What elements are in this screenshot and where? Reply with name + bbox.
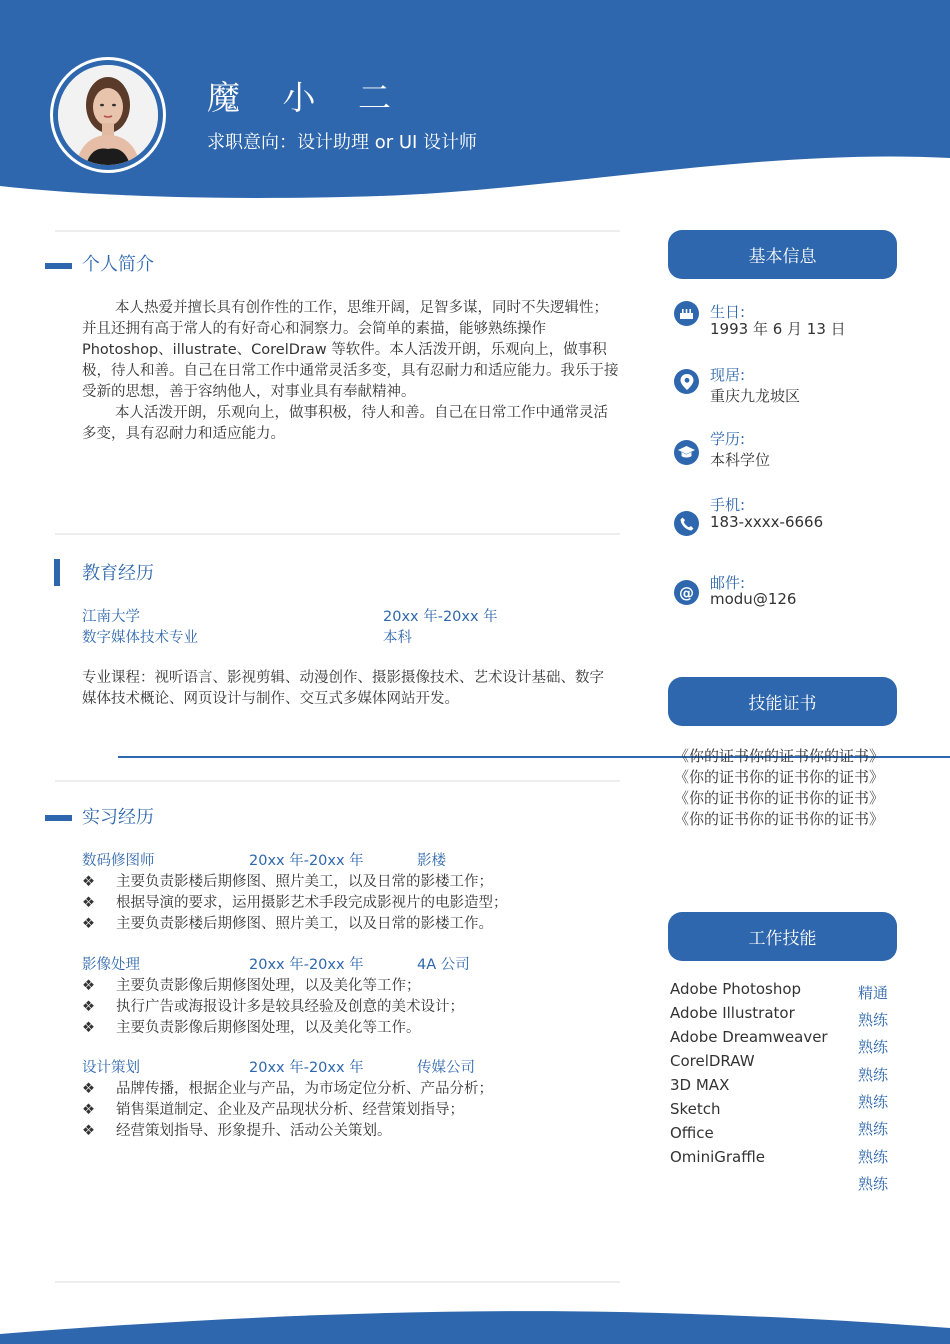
footer-wave <box>0 1300 950 1344</box>
skill-name: Office <box>670 1124 714 1142</box>
profile-paragraph: 本人热爱并擅长具有创作性的工作，思维开阔，足智多谋，同时不失逻辑性；并且还拥有高于常人的有好奇心和洞察力。会简单的素描，能够熟练操作 Photoshop、illustrate、CorelDraw 等软件。本人活泼开朗，乐观向上，做事积极，待人和善。自己在日常工作中通常灵活多变，具有忍耐力和适应能力。我乐于接受新的思想，善于容纳他人，对事业具有奉献精神。 <box>82 300 619 400</box>
profile-text <box>82 298 622 445</box>
birthday-value: 1993 年 6 月 13 日 <box>710 320 846 338</box>
diamond-bullet-icon: ❖ <box>82 1123 95 1139</box>
list-item: ❖ 品牌传播，根据企业与产品，为市场定位分析、产品分析； <box>82 1079 493 1100</box>
skill-level: 精通 <box>858 984 889 1002</box>
skill-level: 熟练 <box>858 1175 889 1193</box>
job-bullets <box>82 1079 493 1142</box>
portrait-image <box>58 65 158 165</box>
education-label: 学历: <box>710 430 746 448</box>
diamond-bullet-icon: ❖ <box>82 1020 95 1036</box>
diamond-bullet-icon: ❖ <box>82 874 95 890</box>
divider <box>55 1281 620 1283</box>
job-role: 数码修图师 <box>82 853 155 869</box>
location-icon <box>674 369 699 394</box>
birthday-label: 生日: <box>710 303 746 321</box>
section-title-internship: 实习经历 <box>82 807 154 828</box>
skill-name: Adobe Photoshop <box>670 980 802 998</box>
job-years: 20xx 年-20xx 年 <box>249 853 364 869</box>
divider <box>55 230 620 232</box>
diamond-bullet-icon: ❖ <box>82 978 95 994</box>
skill-name: Sketch <box>670 1100 721 1118</box>
list-item: ❖ 主要负责影像后期修图处理，以及美化等工作。 <box>82 1018 464 1039</box>
diamond-bullet-icon: ❖ <box>82 999 95 1015</box>
email-label: 邮件: <box>710 574 746 592</box>
section-marker <box>54 559 60 586</box>
list-item: ❖ 执行广告或海报设计多是较具经验及创意的美术设计； <box>82 997 464 1018</box>
list-item: ❖ 销售渠道制定、企业及产品现状分析、经营策划指导； <box>82 1100 493 1121</box>
skill-name: OminiGraffle <box>670 1148 765 1166</box>
skill-level: 熟练 <box>858 1093 889 1111</box>
skill-name: Adobe Dreamweaver <box>670 1028 828 1046</box>
skill-name: 3D MAX <box>670 1076 730 1094</box>
list-item: ❖ 主要负责影楼后期修图、照片美工，以及日常的影楼工作； <box>82 872 508 893</box>
certificate-item: 《你的证书你的证书你的证书》 <box>674 768 885 786</box>
certificate-item: 《你的证书你的证书你的证书》 <box>674 747 885 765</box>
list-item: ❖ 主要负责影像后期修图处理，以及美化等工作； <box>82 976 464 997</box>
section-title-education: 教育经历 <box>82 563 154 584</box>
phone-label: 手机: <box>710 496 746 514</box>
skill-name: CorelDRAW <box>670 1052 755 1070</box>
candidate-name: 魔 小 二 <box>207 78 407 117</box>
section-pill-skills: 工作技能 <box>668 912 897 961</box>
job-intent: 求职意向：设计助理 or UI 设计师 <box>207 132 478 153</box>
diamond-bullet-icon: ❖ <box>82 916 95 932</box>
cake-icon <box>674 301 699 326</box>
job-years: 20xx 年-20xx 年 <box>249 1060 364 1076</box>
section-title-profile: 个人简介 <box>82 254 154 275</box>
courses-text: 专业课程：视听语言、影视剪辑、动漫创作、摄影摄像技术、艺术设计基础、数字媒体技术概论、网页设计与制作、交互式多媒体网站开发。 <box>82 670 604 707</box>
divider <box>55 780 620 782</box>
phone-value: 183-xxxx-6666 <box>710 513 824 531</box>
skill-level: 熟练 <box>858 1011 889 1029</box>
job-company: 传媒公司 <box>417 1060 475 1076</box>
residence-value: 重庆九龙坡区 <box>710 387 801 405</box>
diamond-bullet-icon: ❖ <box>82 895 95 911</box>
job-company: 4A 公司 <box>417 957 470 973</box>
graduation-cap-icon <box>674 440 699 465</box>
skill-level: 熟练 <box>858 1038 889 1056</box>
diamond-bullet-icon: ❖ <box>82 1081 95 1097</box>
profile-paragraph: 本人活泼开朗，乐观向上，做事积极，待人和善。自己在日常工作中通常灵活多变，具有忍耐力和适应能力。 <box>82 405 608 442</box>
diamond-bullet-icon: ❖ <box>82 1102 95 1118</box>
list-item: ❖ 经营策划指导、形象提升、活动公关策划。 <box>82 1121 493 1142</box>
skill-name: Adobe Illustrator <box>670 1004 795 1022</box>
job-company: 影楼 <box>417 853 446 869</box>
phone-icon <box>674 511 699 536</box>
job-years: 20xx 年-20xx 年 <box>249 957 364 973</box>
job-role: 设计策划 <box>82 1060 140 1076</box>
section-marker <box>45 263 72 269</box>
list-item: ❖ 主要负责影楼后期修图、照片美工，以及日常的影楼工作。 <box>82 914 508 935</box>
section-marker <box>45 815 72 821</box>
education-years: 20xx 年-20xx 年 <box>383 609 498 625</box>
major: 数字媒体技术专业 <box>82 630 198 646</box>
job-bullets <box>82 976 464 1039</box>
degree: 本科 <box>383 630 412 646</box>
education-value: 本科学位 <box>710 451 771 469</box>
list-item: ❖ 根据导演的要求，运用摄影艺术手段完成影视片的电影造型； <box>82 893 508 914</box>
avatar <box>58 65 158 165</box>
job-role: 影像处理 <box>82 957 140 973</box>
divider <box>55 533 620 535</box>
job-bullets <box>82 872 508 935</box>
section-pill-certificates: 技能证书 <box>668 677 897 726</box>
certificate-item: 《你的证书你的证书你的证书》 <box>674 789 885 807</box>
residence-label: 现居: <box>710 366 746 384</box>
skill-level: 熟练 <box>858 1148 889 1166</box>
email-value: modu@126 <box>710 590 797 608</box>
certificate-item: 《你的证书你的证书你的证书》 <box>674 810 885 828</box>
email-icon: @ <box>674 580 699 605</box>
school-name: 江南大学 <box>82 609 140 625</box>
skill-level: 熟练 <box>858 1120 889 1138</box>
skill-level: 熟练 <box>858 1066 889 1084</box>
section-pill-basic-info: 基本信息 <box>668 230 897 279</box>
